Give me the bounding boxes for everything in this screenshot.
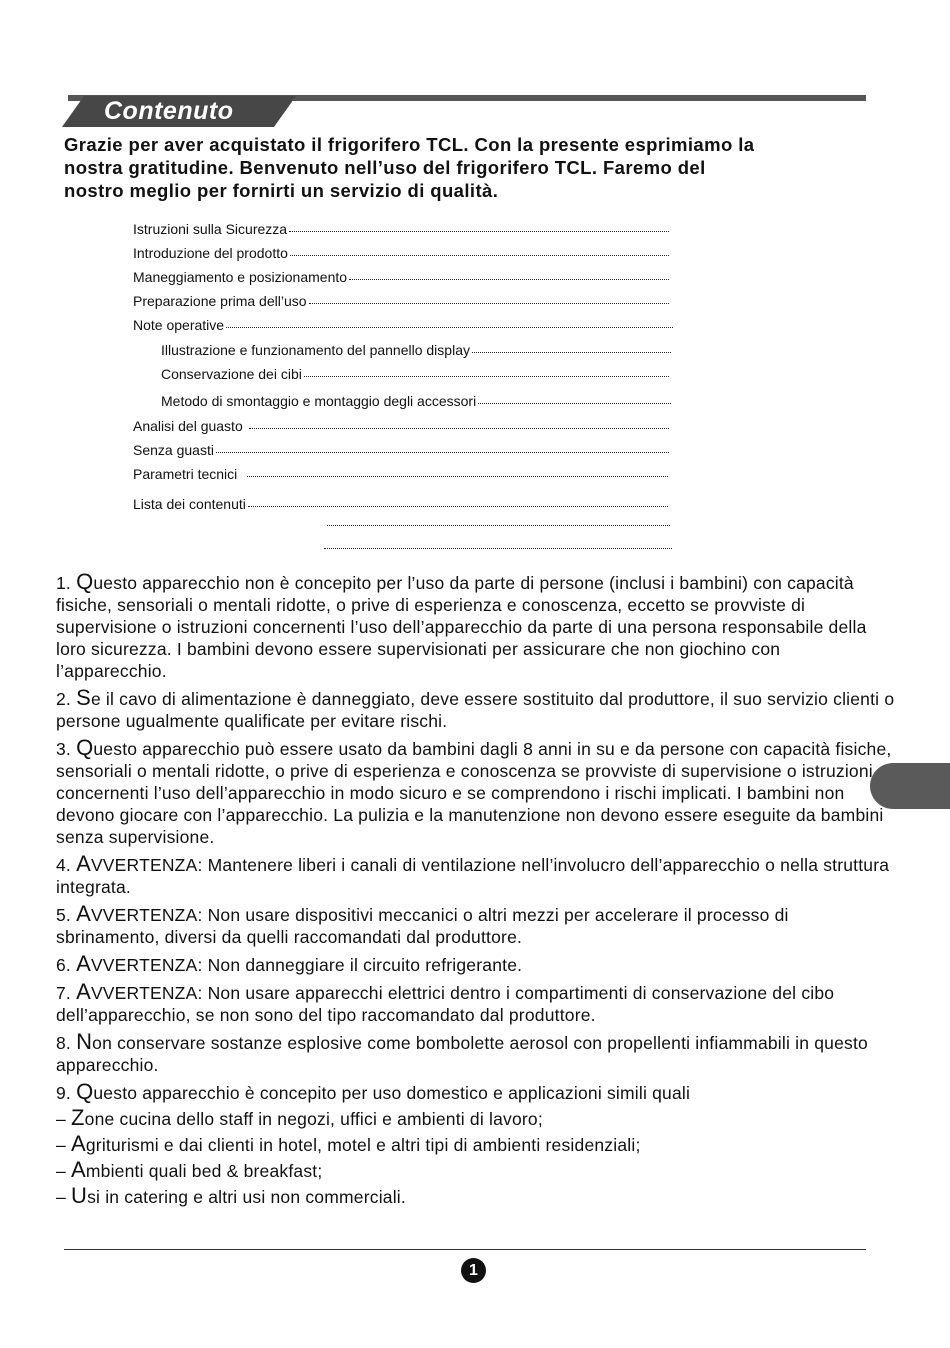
- toc-leader: [304, 376, 669, 377]
- bullet-item: [56, 1133, 896, 1156]
- toc-subitem[interactable]: [161, 364, 669, 384]
- item-number: 7.: [56, 983, 77, 1003]
- toc-leader: [289, 231, 669, 232]
- list-item: [56, 571, 896, 682]
- page-title: Contenuto: [104, 97, 234, 125]
- intro-line: nostro meglio per fornirti un servizio di qualità.: [64, 180, 499, 201]
- item-text: e il cavo di alimentazione è danneggiato, deve essere sostituito dal produttore, il suo servizio clienti o persone ugualmente qualificate per evitare rischi.: [56, 689, 895, 731]
- item-initial: A: [76, 951, 91, 976]
- item-initial: Z: [71, 1105, 85, 1130]
- bullet-dash: –: [56, 1187, 71, 1207]
- list-item: [56, 1081, 896, 1104]
- toc-item-label: Senza guasti: [133, 442, 214, 458]
- item-text: mbienti quali bed & breakfast;: [85, 1161, 323, 1181]
- toc-item-label: Illustrazione e funzionamento del pannello display: [161, 342, 470, 358]
- intro-paragraph: [64, 133, 864, 202]
- toc-item-label: Parametri tecnici: [133, 466, 238, 482]
- item-text: VVERTENZA: Non usare apparecchi elettrici dentro i compartimenti di conservazione del cibo dell’apparecchio, se non sono del tipo raccomandato dal produttore.: [56, 983, 835, 1025]
- item-initial: A: [76, 979, 91, 1004]
- toc-leader: [226, 327, 673, 328]
- toc-item[interactable]: [133, 464, 668, 484]
- item-number: 9.: [56, 1083, 77, 1103]
- item-number: 6.: [56, 955, 77, 975]
- item-initial: Q: [76, 569, 94, 594]
- toc-leader: [249, 428, 669, 429]
- item-initial: A: [76, 901, 91, 926]
- list-item: [56, 981, 896, 1026]
- toc-leader: [309, 303, 669, 304]
- item-number: 8.: [56, 1033, 77, 1053]
- safety-instructions: [56, 571, 896, 1211]
- toc-leader: [216, 452, 669, 453]
- item-text: uesto apparecchio può essere usato da bambini dagli 8 anni in su e da persone con capacità fisiche, sensoriali o mentali ridotte, o prive di esperienza e conoscenza se provviste di supervisione o istruzioni concernenti l’uso dell’apparecchio in modo sicuro e se comprendono i rischi implicati. I bambini non devono giocare con l’apparecchio. La pulizia e la manutenzione non devono essere eseguite da bambini senza supervisione.: [56, 739, 892, 847]
- toc-item-label: Preparazione prima dell’uso: [133, 293, 307, 309]
- item-text: VVERTENZA: Non danneggiare il circuito refrigerante.: [90, 955, 523, 975]
- toc-item-label: Maneggiamento e posizionamento: [133, 269, 348, 285]
- item-text: si in catering e altri usi non commerciali.: [87, 1187, 406, 1207]
- toc-item-label: Conservazione dei cibi: [161, 366, 302, 382]
- item-initial: N: [76, 1029, 93, 1054]
- toc-item-label: Lista dei contenuti: [133, 496, 246, 512]
- item-initial: A: [71, 1157, 86, 1182]
- toc-leader: [349, 279, 669, 280]
- item-text: one cucina dello staff in negozi, uffici e ambienti di lavoro;: [84, 1109, 543, 1129]
- list-item: [56, 903, 896, 948]
- intro-line: nostra gratitudine. Benvenuto nell’uso del frigorifero TCL. Faremo del: [64, 157, 706, 178]
- item-text: VVERTENZA: Non usare dispositivi meccanici o altri mezzi per accelerare il processo di sbrinamento, diversi da quelli raccomandati dal produttore.: [56, 905, 789, 947]
- item-initial: S: [76, 685, 91, 710]
- footer-rule: [64, 1249, 866, 1250]
- item-number: 4.: [56, 855, 77, 875]
- toc-item[interactable]: [133, 267, 669, 287]
- toc-item[interactable]: [133, 243, 669, 263]
- section-thumb-tab: [870, 763, 950, 809]
- item-initial: U: [71, 1183, 88, 1208]
- item-initial: Q: [76, 735, 94, 760]
- item-text: griturismi e dai clienti in hotel, motel e altri tipi di ambienti residenziali;: [85, 1135, 641, 1155]
- list-item: [56, 687, 896, 732]
- toc-item-label: Note operative: [133, 317, 225, 333]
- item-text: VVERTENZA: Mantenere liberi i canali di ventilazione nell’involucro dell’apparecchio o nella struttura integrata.: [56, 855, 890, 897]
- list-item: [56, 953, 896, 976]
- toc-item[interactable]: [133, 416, 669, 436]
- item-initial: A: [76, 851, 91, 876]
- toc-item[interactable]: [133, 219, 669, 239]
- toc-item[interactable]: [133, 315, 673, 335]
- toc-leader: [290, 255, 669, 256]
- bullet-dash: –: [56, 1135, 71, 1155]
- toc-subitem[interactable]: [161, 340, 671, 360]
- bullet-item: [56, 1107, 896, 1130]
- toc-item[interactable]: [133, 440, 669, 460]
- item-number: 1.: [56, 573, 77, 593]
- page-number: 1: [461, 1258, 486, 1283]
- list-item: [56, 853, 896, 898]
- item-text: uesto apparecchio è concepito per uso domestico e applicazioni simili quali: [93, 1083, 691, 1103]
- bullet-dash: –: [56, 1109, 71, 1129]
- item-number: 2.: [56, 689, 77, 709]
- list-item: [56, 1031, 896, 1076]
- item-initial: A: [71, 1131, 86, 1156]
- toc-leader: [248, 506, 668, 507]
- list-item: [56, 737, 896, 848]
- item-number: 3.: [56, 739, 77, 759]
- toc-item[interactable]: [133, 291, 669, 311]
- toc-leader: [247, 476, 668, 477]
- toc-item-label: Analisi del guasto: [133, 418, 243, 434]
- toc-item[interactable]: [133, 494, 668, 514]
- toc-subitem[interactable]: [161, 391, 671, 411]
- intro-line: Grazie per aver acquistato il frigorifero TCL. Con la presente esprimiamo la: [64, 134, 755, 155]
- item-number: 5.: [56, 905, 77, 925]
- toc-item-label: Introduzione del prodotto: [133, 245, 288, 261]
- toc-item-label: Istruzioni sulla Sicurezza: [133, 221, 288, 237]
- bullet-dash: –: [56, 1161, 71, 1181]
- toc-leader: [327, 525, 670, 526]
- bullet-item: [56, 1159, 896, 1182]
- toc-leader: [472, 352, 671, 353]
- item-text: uesto apparecchio non è concepito per l’uso da parte di persone (inclusi i bambini) con capacità fisiche, sensoriali o mentali ridotte, o prive di esperienza e conoscenza, eccetto se provviste di supervisione o istruzioni concernenti l’uso dell’apparecchio da parte di una persona responsabile della loro sicurezza. I bambini devono essere supervisionati per assicurare che non giochino con l’apparecchio.: [56, 573, 867, 681]
- bullet-item: [56, 1185, 896, 1208]
- toc-leader: [324, 548, 672, 549]
- toc-leader: [478, 403, 671, 404]
- item-initial: Q: [76, 1079, 94, 1104]
- toc-item-label: Metodo di smontaggio e montaggio degli accessori: [161, 393, 477, 409]
- item-text: on conservare sostanze esplosive come bombolette aerosol con propellenti infiammabili in questo apparecchio.: [56, 1033, 868, 1075]
